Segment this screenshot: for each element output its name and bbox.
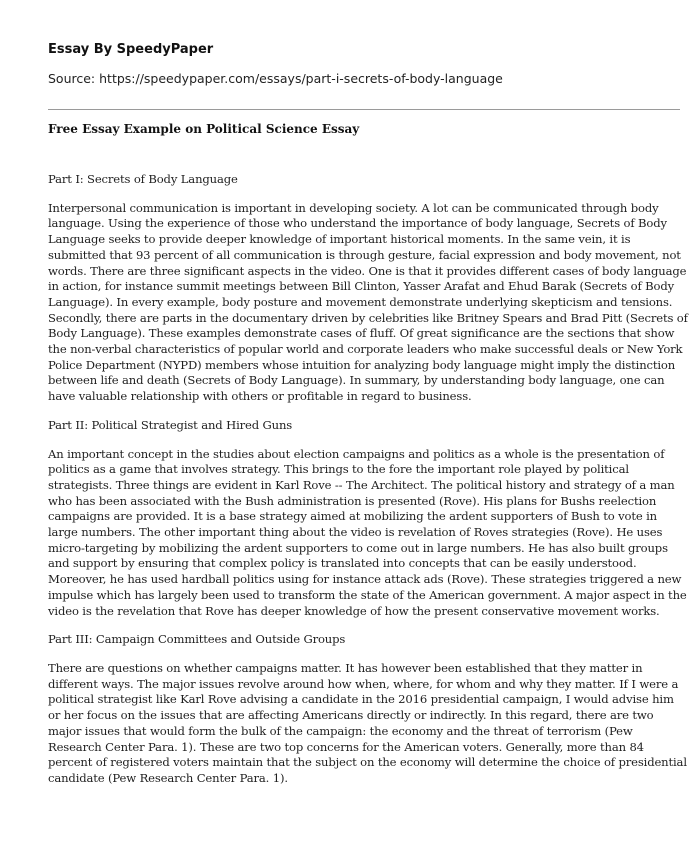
section-heading: Part II: Political Strategist and Hired Guns [48,417,293,432]
section-paragraph: There are questions on whether campaigns matter. It has however been established that they matter in different ways. The major issues revolve around how when, where, for whom and why they matter. If I were a political strategist like Karl Rove advising a candidate in the 2016 presidential campaign, I would advise him or her focus on the issues that are affecting Americans directly or indirectly. In this regard, there are two major issues that would form the bulk of the campaign: the economy and the threat of terrorism (Pew Research Center Para. 1). These are two top concerns for the American voters. Generally, more than 84 percent of registered voters maintain that the subject on the economy will determine the choice of presidential candidate (Pew Research Center Para. 1). [48,660,687,785]
section-paragraph: Interpersonal communication is important in developing society. A lot can be communicated through body language. Using the experience of those who understand the importance of body language, Secrets of Body Language seeks to provide deeper knowledge of important historical moments. In the same vein, it is submitted that 93 percent of all communication is through gesture, facial expression and body movement, not words. There are three significant aspects in the video. One is that it provides different cases of body language in action, for instance summit meetings between Bill Clinton, Yasser Arafat and Ehud Barak (Secrets of Body Language). In every example, body posture and movement demonstrate underlying skepticism and tensions. Secondly, there are parts in the documentary driven by celebrities like Britney Spears and Brad Pitt (Secrets of Body Language). These examples demonstrate cases of fluff. Of great significance are the sections that show the non-verbal characteristics of popular world and corporate leaders who make successful deals or New York Police Department (NYPD) members whose intuition for analyzing body language might imply the distinction between life and death (Secrets of Body Language). In summary, by understanding body language, one can have valuable relationship with others or profitable in regard to business. [48,200,688,404]
source-line: Source: https://speedypaper.com/essays/part-i-secrets-of-body-language [48,71,503,86]
brand-title: Essay By SpeedyPaper [48,42,214,57]
section-part-1 [48,172,688,405]
section-heading: Part I: Secrets of Body Language [48,172,238,186]
section-part-2 [48,418,688,619]
essay-body [48,172,688,800]
section-paragraph: An important concept in the studies about election campaigns and politics as a whole is the presentation of politics as a game that involves strategy. This brings to the fore the important role played by political strategists. Three things are evident in Karl Rove -- The Architect. The political history and strategy of a man who has been associated with the Bush administration is presented (Rove). His plans for Bushs reelection campaigns are provided. It is a base strategy aimed at mobilizing the ardent supporters of Bush to vote in large numbers. The other important thing about the video is revelation of Roves strategies (Rove). He uses micro-targeting by mobilizing the ardent supporters to come out in large numbers. He has also built groups and support by ensuring that complex policy is translated into concepts that can be easily understood. Moreover, he has used hardball politics using for instance attack ads (Rove). These strategies triggered a new impulse which has largely been used to transform the state of the American government. A major aspect in the video is the revelation that Rove has deeper knowledge of how the present conservative movement works. [48,446,687,618]
section-part-3 [48,632,688,786]
section-heading: Part III: Campaign Committees and Outside Groups [48,632,346,647]
essay-title: Free Essay Example on Political Science Essay [48,122,360,136]
header-divider [48,109,680,110]
